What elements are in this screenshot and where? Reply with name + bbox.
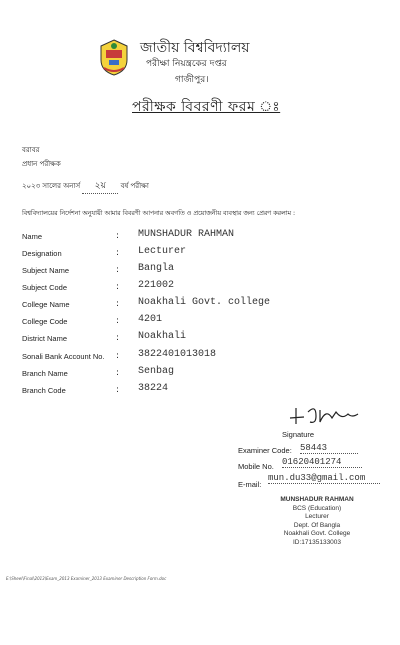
instruction-text: বিশ্ববিদ্যালয়ের নির্দেশনা অনুযায়ী আমার বিবরণী আপনার অবগতি ও প্রয়োজনীয় ব্যবস্থার জন্য প্রেরণ করলাম : — [22, 210, 296, 217]
field-label: Subject Code — [22, 283, 68, 292]
university-logo — [98, 38, 130, 76]
field-value: MUNSHADUR RAHMAN — [138, 229, 235, 240]
office-location: গাজীপুর। — [175, 75, 209, 85]
email-value: mun.du33@gmail.com — [268, 473, 380, 484]
mobile-value: 01620401274 — [282, 457, 362, 468]
stamp-line: ID:17135133003 — [292, 538, 342, 546]
field-value: 4201 — [138, 314, 163, 325]
stamp-line: BCS (Education) — [292, 504, 342, 512]
field-value: Lecturer — [138, 246, 187, 257]
exam-year-suffix: বর্ষ পরীক্ষা — [120, 182, 149, 190]
exam-year-prefix: ২০২৩ সালের অনার্স — [22, 182, 81, 190]
form-title: পরীক্ষক বিবরণী ফরম ঃ — [132, 99, 281, 115]
field-colon: : — [116, 282, 120, 292]
field-value: Bangla — [138, 263, 175, 274]
field-value: Noakhali Govt. college — [138, 297, 271, 308]
field-value: Senbag — [138, 366, 175, 377]
stamp-line: Lecturer — [305, 513, 329, 520]
field-colon: : — [116, 231, 120, 241]
exam-year-line — [22, 178, 149, 194]
address-recipient: প্রধান পরীক্ষক — [22, 160, 61, 168]
field-label: Branch Code — [22, 386, 66, 395]
field-label: Sonali Bank Account No. — [22, 352, 105, 361]
signature-scribble — [286, 400, 366, 428]
exam-year-value: ২য় — [82, 178, 118, 194]
field-label: Branch Name — [22, 369, 68, 378]
address-to: বরাবর — [22, 146, 40, 154]
university-title: জাতীয় বিশ্ববিদ্যালয় — [140, 40, 250, 56]
stamp-line: Dept. Of Bangla — [293, 521, 341, 529]
field-colon: : — [116, 368, 120, 378]
field-colon: : — [116, 265, 120, 275]
office-name: পরীক্ষা নিয়ন্ত্রকের দপ্তর — [146, 59, 227, 69]
field-value: 3822401013018 — [138, 349, 217, 360]
field-colon: : — [116, 299, 120, 309]
field-colon: : — [116, 333, 120, 343]
examiner-code-value: 58443 — [300, 443, 358, 454]
field-colon: : — [116, 248, 120, 258]
field-colon: : — [116, 351, 120, 361]
examiner-stamp — [262, 496, 372, 547]
stamp-line: Noakhali Govt. College — [283, 530, 351, 537]
stamp-line: MUNSHADUR RAHMAN — [280, 496, 354, 503]
mobile-label: Mobile No. — [238, 462, 274, 471]
field-colon: : — [116, 316, 120, 326]
field-label: Designation — [22, 249, 62, 258]
email-label: E-mail: — [238, 480, 262, 489]
field-label: Subject Name — [22, 266, 70, 275]
signature-label: Signature — [282, 430, 315, 439]
field-colon: : — [116, 385, 120, 395]
field-label: College Name — [22, 300, 70, 309]
field-value: 38224 — [138, 383, 169, 394]
field-label: District Name — [22, 334, 68, 343]
examiner-code-label: Examiner Code: — [238, 446, 292, 455]
file-path-footer: E:\Sheel\Final\2013\Exam_2013 Examiner_2013 Examiner Description Form.doc — [6, 576, 167, 581]
field-value: Noakhali — [138, 331, 187, 342]
field-value: 221002 — [138, 280, 175, 291]
field-label: Name — [22, 232, 43, 241]
field-label: College Code — [22, 317, 68, 326]
